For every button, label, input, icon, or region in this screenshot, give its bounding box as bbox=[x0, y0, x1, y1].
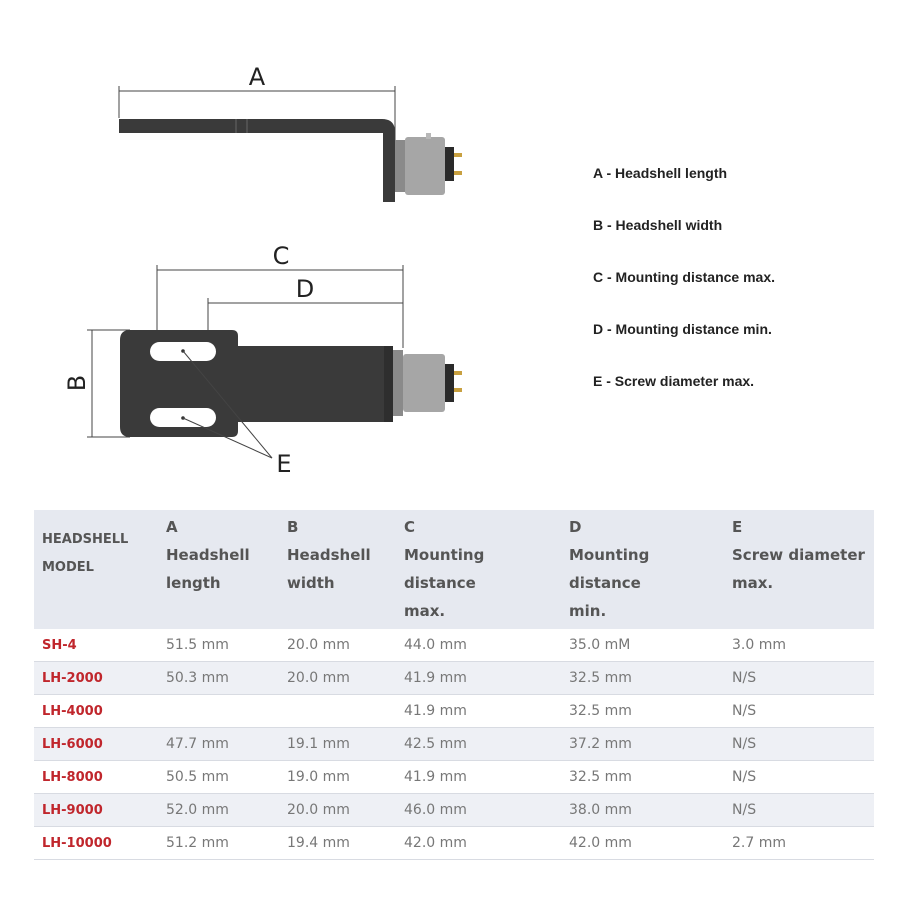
model-cell: LH-2000 bbox=[34, 662, 158, 695]
header-d bbox=[561, 510, 724, 629]
header-b bbox=[279, 510, 396, 629]
cell-d: 32.5 mm bbox=[561, 695, 724, 728]
header-line: max. bbox=[732, 574, 774, 592]
cell-a: 52.0 mm bbox=[158, 794, 279, 827]
cell-e: N/S bbox=[724, 794, 874, 827]
legend-item-a: A - Headshell length bbox=[593, 165, 728, 181]
table-row bbox=[34, 728, 874, 761]
cell-a: 51.5 mm bbox=[158, 629, 279, 662]
table-row bbox=[34, 827, 874, 860]
cell-b bbox=[279, 695, 396, 728]
header-line: D bbox=[569, 518, 582, 536]
side-view bbox=[119, 86, 462, 202]
dimension-label-a: A bbox=[248, 63, 266, 91]
legend-item-b: B - Headshell width bbox=[593, 217, 723, 233]
table-row bbox=[34, 629, 874, 662]
cell-b: 19.4 mm bbox=[279, 827, 396, 860]
dimension-label-e: E bbox=[276, 450, 292, 478]
table-header-row bbox=[34, 510, 874, 629]
table-row bbox=[34, 695, 874, 728]
header-line: max. bbox=[404, 602, 446, 620]
headshell-spec-table bbox=[34, 510, 874, 860]
model-cell: LH-9000 bbox=[34, 794, 158, 827]
cell-c: 41.9 mm bbox=[396, 761, 561, 794]
header-line: A bbox=[166, 518, 178, 536]
table-row bbox=[34, 794, 874, 827]
model-cell: LH-10000 bbox=[34, 827, 158, 860]
header-line: Headshell bbox=[287, 546, 371, 564]
cell-c: 46.0 mm bbox=[396, 794, 561, 827]
cell-c: 42.5 mm bbox=[396, 728, 561, 761]
header-line: E bbox=[732, 518, 743, 536]
header-line: Headshell bbox=[166, 546, 250, 564]
header-line: B bbox=[287, 518, 299, 536]
header-a bbox=[158, 510, 279, 629]
model-cell: SH-4 bbox=[34, 629, 158, 662]
header-line: Mounting distance bbox=[569, 546, 650, 592]
header-c bbox=[396, 510, 561, 629]
header-line: MODEL bbox=[42, 560, 94, 575]
header-e bbox=[724, 510, 874, 629]
cell-d: 38.0 mm bbox=[561, 794, 724, 827]
header-line: C bbox=[404, 518, 416, 536]
cell-e: N/S bbox=[724, 728, 874, 761]
cell-b: 20.0 mm bbox=[279, 794, 396, 827]
header-line: Mounting distance bbox=[404, 546, 485, 592]
cell-e: N/S bbox=[724, 695, 874, 728]
header-line: length bbox=[166, 574, 221, 592]
cell-a: 50.5 mm bbox=[158, 761, 279, 794]
header-line: Screw diameter bbox=[732, 546, 865, 564]
cell-d: 37.2 mm bbox=[561, 728, 724, 761]
table-row bbox=[34, 761, 874, 794]
cell-a: 50.3 mm bbox=[158, 662, 279, 695]
top-view bbox=[87, 265, 462, 458]
cell-d: 32.5 mm bbox=[561, 761, 724, 794]
cell-e: N/S bbox=[724, 662, 874, 695]
header-line: HEADSHELL bbox=[42, 532, 129, 547]
cell-d: 35.0 mM bbox=[561, 629, 724, 662]
cell-c: 42.0 mm bbox=[396, 827, 561, 860]
table-row bbox=[34, 662, 874, 695]
header-line: width bbox=[287, 574, 335, 592]
cell-b: 19.1 mm bbox=[279, 728, 396, 761]
cell-d: 42.0 mm bbox=[561, 827, 724, 860]
cell-b: 20.0 mm bbox=[279, 662, 396, 695]
header-model bbox=[34, 510, 158, 629]
cell-b: 19.0 mm bbox=[279, 761, 396, 794]
header-line: min. bbox=[569, 602, 607, 620]
cell-c: 41.9 mm bbox=[396, 662, 561, 695]
cell-e: N/S bbox=[724, 761, 874, 794]
legend-item-c: C - Mounting distance max. bbox=[593, 269, 776, 285]
legend-item-e: E - Screw diameter max. bbox=[593, 373, 755, 389]
cell-c: 41.9 mm bbox=[396, 695, 561, 728]
cell-d: 32.5 mm bbox=[561, 662, 724, 695]
cell-e: 3.0 mm bbox=[724, 629, 874, 662]
model-cell: LH-4000 bbox=[34, 695, 158, 728]
dimension-label-c: C bbox=[272, 242, 290, 270]
legend-item-d: D - Mounting distance min. bbox=[593, 321, 772, 337]
cell-e: 2.7 mm bbox=[724, 827, 874, 860]
cell-a: 51.2 mm bbox=[158, 827, 279, 860]
model-cell: LH-8000 bbox=[34, 761, 158, 794]
cell-a bbox=[158, 695, 279, 728]
cell-b: 20.0 mm bbox=[279, 629, 396, 662]
cell-a: 47.7 mm bbox=[158, 728, 279, 761]
dimension-label-d: D bbox=[295, 275, 315, 303]
dimension-legend bbox=[593, 160, 775, 420]
cell-c: 44.0 mm bbox=[396, 629, 561, 662]
model-cell: LH-6000 bbox=[34, 728, 158, 761]
dimension-label-b: B bbox=[63, 374, 91, 392]
